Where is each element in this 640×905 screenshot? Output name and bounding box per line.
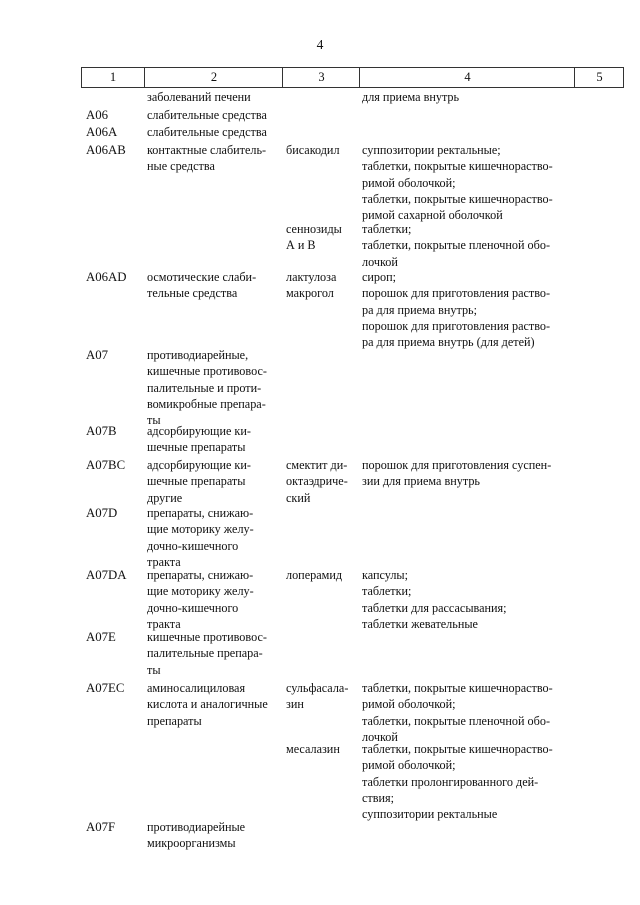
row-group: заболеваний печени (147, 90, 251, 104)
row-form: капсулы; таблетки; таблетки для рассасывания; таблетки жевательные (362, 568, 507, 631)
row-drug: месалазин (286, 742, 340, 756)
row-group: адсорбирующие ки- шечные препараты другие (147, 458, 251, 505)
row-group: осмотические слаби- тельные средства (147, 270, 257, 301)
row-code: A06A (86, 125, 118, 139)
row-group: кишечные противовос- палительные препара- ты (147, 630, 267, 677)
row-code: A07DA (86, 568, 127, 582)
row-group: аминосалициловая кислота и аналогичные препараты (147, 681, 268, 728)
row-code: A07B (86, 424, 117, 438)
row-group: противодиарейные микроорганизмы (147, 820, 246, 851)
row-group: противодиарейные, кишечные противовос- палительные и проти- вомикробные препара- ты (147, 348, 267, 428)
row-code: A07EC (86, 681, 125, 695)
row-form: таблетки, покрытые кишечнораство- римой оболочкой; таблетки пролонгированного дей- ствия; суппозитории ректальные (362, 742, 553, 822)
header-col-3: 3 (282, 68, 360, 87)
row-drug: лоперамид (286, 568, 343, 582)
row-drug: лактулоза макрогол (286, 270, 337, 301)
row-group: препараты, снижаю- щие моторику желу- дочно-кишечного тракта (147, 568, 254, 631)
row-code: A07D (86, 506, 118, 520)
row-code: A06AB (86, 143, 126, 157)
row-group: контактные слабитель- ные средства (147, 143, 267, 174)
row-code: A07F (86, 820, 116, 834)
row-drug: сульфасала- зин (286, 681, 349, 712)
row-group: адсорбирующие ки- шечные препараты (147, 424, 251, 455)
row-code: A06 (86, 108, 109, 122)
row-group: препараты, снижаю- щие моторику желу- дочно-кишечного тракта (147, 506, 254, 569)
row-group: слабительные средства (147, 108, 267, 122)
row-drug: смектит ди- октаэдриче- ский (286, 458, 348, 505)
row-form: сироп; порошок для приготовления раство- ра для приема внутрь; порошок для приготовления раство- ра для приема внутрь (для детей) (362, 270, 551, 350)
row-form: порошок для приготовления суспен- зии для приема внутрь (362, 458, 552, 489)
row-drug: бисакодил (286, 143, 340, 157)
row-code: A06AD (86, 270, 127, 284)
header-col-1: 1 (109, 70, 117, 84)
header-col-2: 2 (144, 68, 283, 87)
header-col-5: 5 (574, 68, 624, 87)
row-group: слабительные средства (147, 125, 267, 139)
row-code: A07BC (86, 458, 126, 472)
row-code: A07E (86, 630, 116, 644)
row-drug: сеннозиды А и В (286, 222, 342, 253)
row-form: таблетки; таблетки, покрытые пленочной обо- лочкой (362, 222, 551, 269)
header-col-4: 4 (359, 68, 575, 87)
page-number: 4 (316, 37, 324, 52)
row-form: суппозитории ректальные; таблетки, покрытые кишечнораство- римой оболочкой; таблетки, покрытые кишечнораство- римой сахарной оболочкой (362, 143, 553, 223)
row-code: A07 (86, 348, 109, 362)
row-form: таблетки, покрытые кишечнораство- римой оболочкой; таблетки, покрытые пленочной обо- лочкой (362, 681, 553, 744)
row-form: для приема внутрь (362, 90, 460, 104)
